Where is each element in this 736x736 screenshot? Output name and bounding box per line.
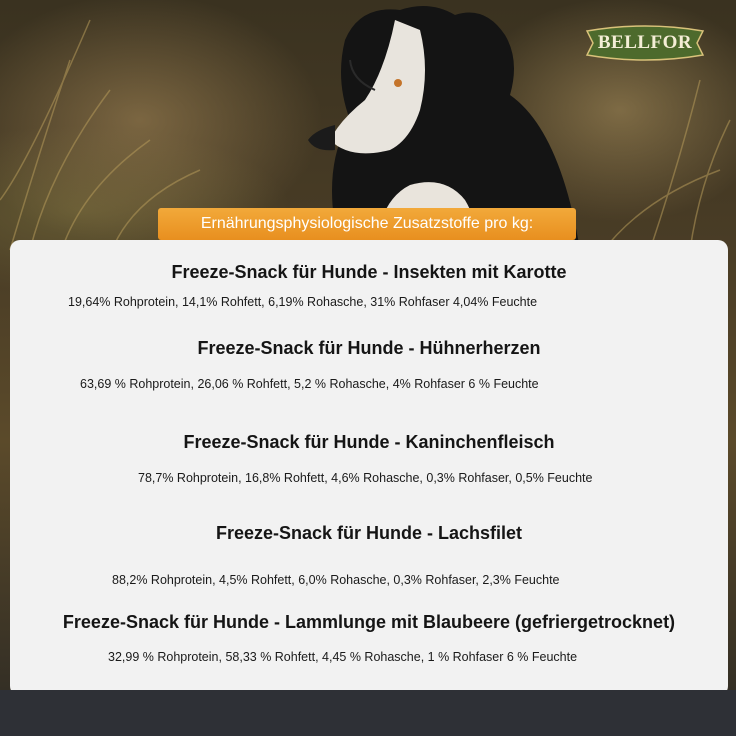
product-values: 19,64% Rohprotein, 14,1% Rohfett, 6,19% Rohasche, 31% Rohfaser 4,04% Feuchte xyxy=(68,295,538,309)
product-entry-rabbit xyxy=(10,432,728,485)
product-entry-lamb-lung xyxy=(10,612,728,664)
product-title: Freeze-Snack für Hunde - Insekten mit Karotte xyxy=(171,262,567,282)
product-title: Freeze-Snack für Hunde - Lachsfilet xyxy=(215,523,523,543)
product-values: 63,69 % Rohprotein, 26,06 % Rohfett, 5,2 % Rohasche, 4% Rohfaser 6 % Feuchte xyxy=(80,377,539,391)
product-title: Freeze-Snack für Hunde - Lammlunge mit Blaubeere (gefriergetrocknet) xyxy=(62,612,676,632)
nutrition-banner xyxy=(158,208,576,240)
nutrition-panel xyxy=(10,240,728,696)
product-title: Freeze-Snack für Hunde - Hühnerherzen xyxy=(197,338,541,358)
brand-logo xyxy=(583,25,707,61)
product-entry-salmon xyxy=(10,523,728,587)
product-values: 88,2% Rohprotein, 4,5% Rohfett, 6,0% Rohasche, 0,3% Rohfaser, 2,3% Feuchte xyxy=(112,573,560,587)
product-values: 78,7% Rohprotein, 16,8% Rohfett, 4,6% Rohasche, 0,3% Rohfaser, 0,5% Feuchte xyxy=(138,471,593,485)
product-entry-insects xyxy=(10,262,728,309)
nutrition-banner-title: Ernährungsphysiologische Zusatzstoffe pro kg: xyxy=(200,215,534,232)
product-entry-chicken-hearts xyxy=(10,338,728,391)
bottom-band xyxy=(0,690,736,736)
product-values: 32,99 % Rohprotein, 58,33 % Rohfett, 4,45 % Rohasche, 1 % Rohfaser 6 % Feuchte xyxy=(108,650,578,664)
product-title: Freeze-Snack für Hunde - Kaninchenfleisch xyxy=(183,432,555,452)
brand-logo-text: BELLFOR xyxy=(597,32,693,53)
